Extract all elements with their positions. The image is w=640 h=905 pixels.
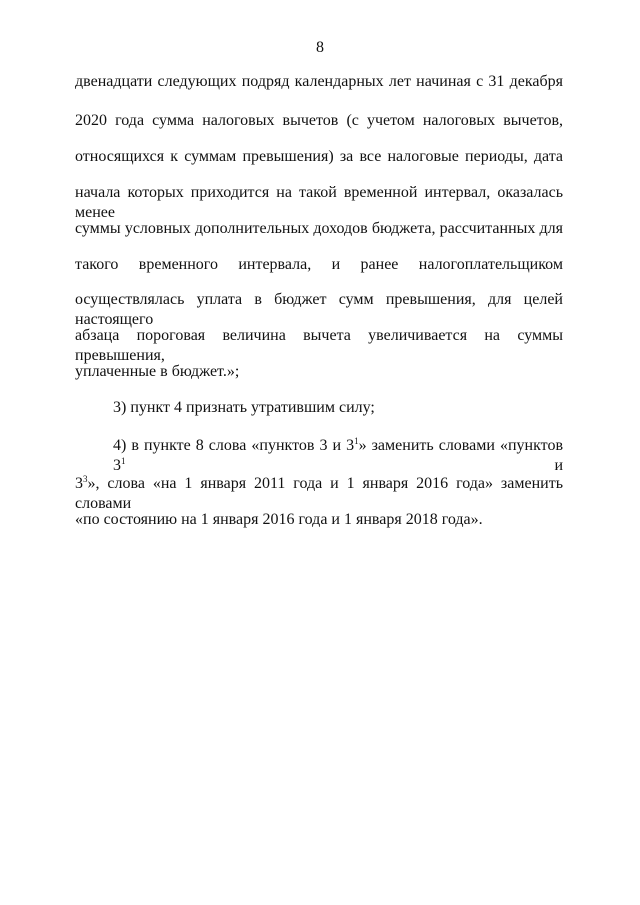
item-4-line-1-part-b: » заменить словами «пунктов 3 bbox=[113, 437, 563, 474]
text-line-1: двенадцати следующих подряд календарных лет начиная с 31 декабря bbox=[75, 73, 563, 90]
item-4-line-2-part-b: », слова «на 1 января 2011 года и 1 января 2016 года» заменить словами bbox=[75, 475, 563, 512]
text-line-9: уплаченные в бюджет.»; bbox=[75, 363, 240, 380]
superscript-1b: 1 bbox=[121, 456, 126, 466]
text-line-3: относящихся к суммам превышения) за все налоговые периоды, дата bbox=[75, 148, 563, 165]
item-4-line-1-part-c: и bbox=[125, 457, 563, 474]
superscript-1a: 1 bbox=[354, 436, 359, 446]
text-line-7: осуществлялась уплата в бюджет сумм превышения, для целей настоящего bbox=[75, 291, 563, 328]
item-4-line-2 bbox=[75, 474, 563, 514]
item-4-line-1 bbox=[113, 436, 563, 476]
item-4-line-2-part-a: 3 bbox=[75, 475, 83, 492]
item-4-line-3: «по состоянию на 1 января 2016 года и 1 января 2018 года». bbox=[75, 511, 483, 528]
text-line-4: начала которых приходится на такой временной интервал, оказалась менее bbox=[75, 184, 563, 221]
text-line-5: суммы условных дополнительных доходов бюджета, рассчитанных для bbox=[75, 220, 563, 237]
page-number: 8 bbox=[316, 39, 324, 56]
text-line-8: абзаца пороговая величина вычета увеличивается на суммы превышения, bbox=[75, 327, 563, 364]
text-line-2: 2020 года сумма налоговых вычетов (с учетом налоговых вычетов, bbox=[75, 112, 563, 129]
superscript-3: 3 bbox=[83, 474, 88, 484]
item-4-line-1-part-a: 4) в пункте 8 слова «пунктов 3 и 3 bbox=[113, 437, 355, 454]
item-3-line: 3) пункт 4 признать утратившим силу; bbox=[113, 399, 375, 416]
text-line-6: такого временного интервала, и ранее налогоплательщиком bbox=[75, 256, 563, 273]
